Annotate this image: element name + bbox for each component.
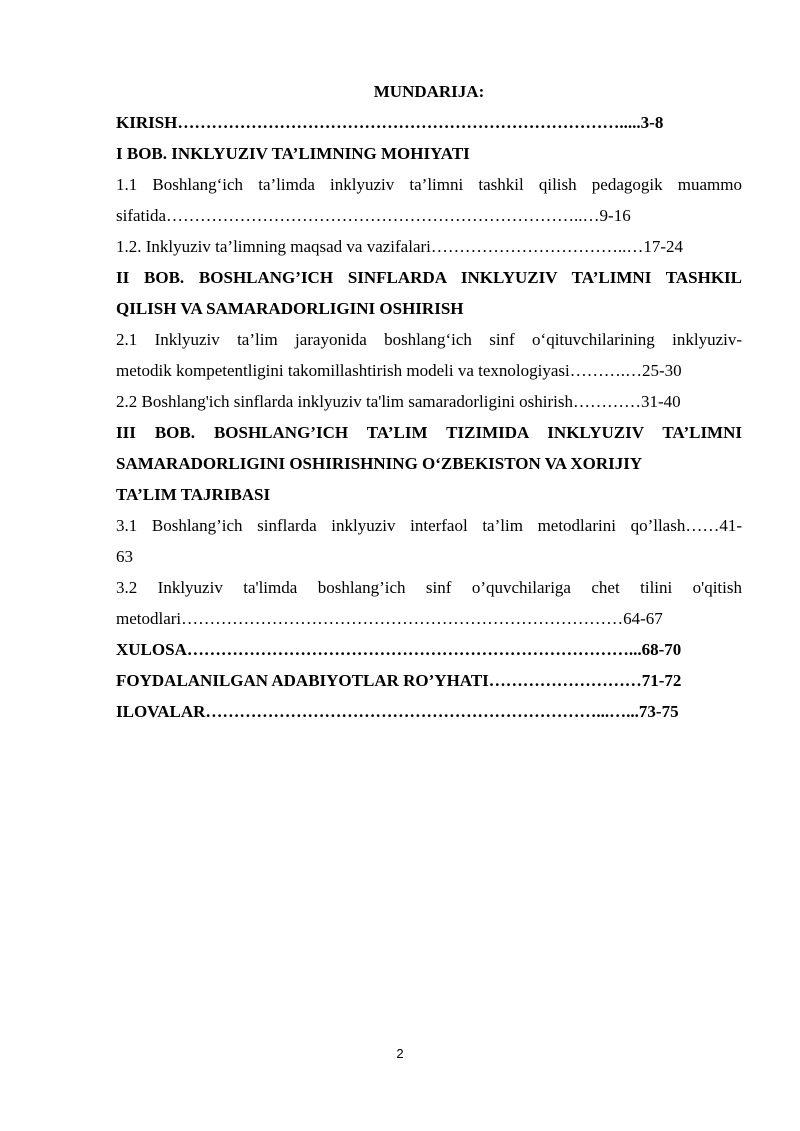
toc-chapter-3-heading-cont-2: TA’LIM TAJRIBASI [116,485,271,504]
page-number: 2 [396,1046,404,1061]
toc-chapter-2-heading: II BOB. BOSHLANG’ICH SINFLARDA INKLYUZIV TA’LIMNI TASHKIL [116,268,742,287]
toc-entry-adabiyotlar: FOYDALANILGAN ADABIYOTLAR RO’YHATI………………………71-72 [116,671,682,690]
toc-chapter-2-heading-cont: QILISH VA SAMARADORLIGINI OSHIRISH [116,299,464,318]
toc-entry-xulosa: XULOSA……………………………………………………………………...68-70 [116,640,682,659]
toc-entry-3-1-cont: 63 [116,547,133,566]
toc-entry-2-1: 2.1 Inklyuziv ta’lim jarayonida boshlang‘ich sinf o‘qituvchilarining inklyuziv- [116,330,742,349]
toc-entry-3-1: 3.1 Boshlang’ich sinflarda inklyuziv interfaol ta’lim metodlarini qo’llash……41- [116,516,742,535]
toc-entry-2-1-cont: metodik kompetentligini takomillashtirish modeli va texnologiyasi……….…25-30 [116,361,682,380]
toc-chapter-3-heading: III BOB. BOSHLANG’ICH TA’LIM TIZIMIDA INKLYUZIV TA’LIMNI [116,423,742,442]
toc-title: MUNDARIJA: [373,82,485,101]
table-of-contents [116,76,742,727]
toc-entry-kirish: KIRISH…………………………………………………………………….....3-8 [116,113,664,132]
toc-entry-2-2: 2.2 Boshlang'ich sinflarda inklyuziv ta'lim samaradorligini oshirish…………31-40 [116,392,681,411]
toc-entry-1-1: 1.1 Boshlang‘ich ta’limda inklyuziv ta’limni tashkil qilish pedagogik muammo [116,175,742,194]
toc-chapter-1-heading: I BOB. INKLYUZIV TA’LIMNING MOHIYATI [116,144,470,163]
toc-chapter-3-heading-cont: SAMARADORLIGINI OSHIRISHNING O‘ZBEKISTON VA XORIJIY [116,454,643,473]
toc-entry-3-2: 3.2 Inklyuziv ta'limda boshlang’ich sinf o’quvchilariga chet tilini o'qitish [116,578,742,597]
toc-entry-1-2: 1.2. Inklyuziv ta’limning maqsad va vazifalari……………………………..…17-24 [116,237,684,256]
toc-entry-3-2-cont: metodlari……………………………………………………………………64-67 [116,609,663,628]
toc-entry-ilovalar: ILOVALAR……………………………………………………………...…...73-75 [116,702,679,721]
toc-entry-1-1-cont: sifatida………………………………………………………………..…9-16 [116,206,631,225]
